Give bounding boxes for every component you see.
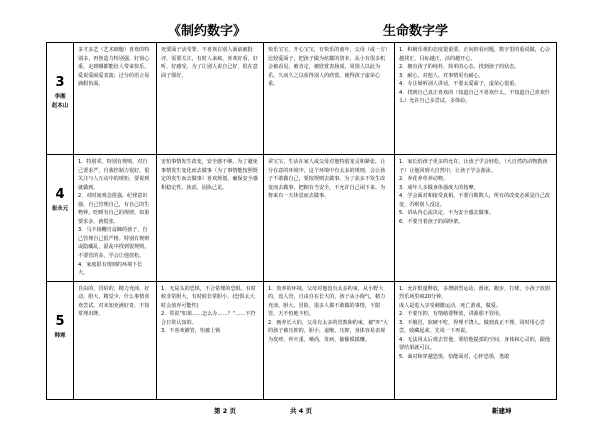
trait-cell	[74, 281, 157, 399]
cell-text: 3．耐心，对他人、对事情更有耐心。	[399, 72, 484, 79]
cell-text: 死要面子活受罪，不喜欢在别人面前被批评，需要关注，有时人来疯，喜欢好看，好听，好感受。为了让别人说自己好，很在意面子即好。	[161, 47, 258, 79]
cell-text: 2．画养长大的，父母有太多的管教和约束，被"吓"大的孩子被压抑的，胆小，退缩，压抑，身体容易表现为皮疹，骨火重，嗓尚，发病，偷偷摸摸赚。	[268, 319, 388, 343]
cell-text: 1．特别乖，特别有规则，对自己要求严，自我控制力很好，很关注与人互动中的规矩，要说到就做到。	[78, 159, 150, 191]
cell-text: 2．不要压抑，有情绪要释放，讲源那不管用。	[399, 311, 505, 318]
cell-text: 自由的，冒险的，精力充沛，好动，胆大，精觉少，什么事情喜欢尝试，对未知充满好奇，不按常理出牌。	[78, 285, 150, 318]
cell-text: 4．专注倾听别人讲话，不要太爱面子，虚荣心很重。	[399, 81, 520, 88]
cell-text: 1．允许恨量释放，多增剧烈运动，滑冰，跑步，打球，小孩子放剧烈乐场里疯20分钟。	[399, 285, 550, 301]
fear-cell	[157, 155, 264, 282]
advice-cell	[395, 155, 557, 282]
origin-cell	[264, 43, 395, 155]
row-number: 3	[55, 75, 65, 90]
advice-cell	[395, 281, 557, 399]
page-number: 第 2 页	[214, 407, 237, 415]
table-row	[47, 281, 557, 399]
number-cell	[47, 43, 74, 155]
cell-text: 5．讲从内心流决定，不为安全感去做事。	[399, 210, 494, 217]
cell-text: 1．积极乐观的态度很重要。正向的看问题，数字里的重说做，心会越找正，目标越正，活的越开心。	[399, 47, 550, 62]
origin-cell	[264, 281, 395, 399]
cell-text: 1．放养的环境，父母对他没有太多约束，从小野大的，没人管，自由自在长大的，孩子从小淘气，精力充沛，胆大，冒险，很多人都不敢做的事情，不限管，天不怕地不怕。	[268, 285, 386, 318]
trait-cell	[74, 155, 157, 282]
cell-text: 2．养花养草养动物。	[399, 176, 449, 183]
cell-text: 5．面对和穿越恐惧，恰能面对，心怀恐惧，勇敢	[399, 354, 510, 361]
row-number: 5	[55, 313, 65, 329]
person-name: 赵本山	[51, 102, 69, 109]
cell-text: 1．无尿头的恐惧，不合常理的恐惧。有时候非常胆大，有时候非常胆小。(恐惧太大时会放弃可能性)	[161, 285, 256, 309]
number-cell	[47, 281, 74, 399]
page-total: 共 4 页	[290, 407, 313, 415]
cell-text: 2．拥有孩子的纯朴，简单的心态，找到孩子的状态。	[399, 64, 520, 71]
cell-text: 3．成年人多做身体强度大的按摩。	[399, 184, 479, 191]
author-name: 靳建坤	[492, 407, 512, 415]
fear-cell	[157, 43, 264, 155]
origin-cell	[264, 155, 395, 282]
cell-text: 害怕事情发生改变，安全感不够。为了避免事情发生变化而去做事（为了事情能按照既定的发生而去做事）喜欢规划。确保安全感积稳定性。焦虑，固执己见。	[161, 159, 258, 191]
cell-text: 4．学会面对和接受真相，不要自欺欺人，所有的改变必须是自己改变，否则别人没这。	[399, 193, 550, 208]
trait-cell	[74, 43, 157, 155]
fear-cell	[157, 281, 264, 399]
cell-text: 2．对时间观念很强，纪律意识强，自己管理自己，有自己的生物钟，吃睡有自己的规律。如果要求多，就慌张。	[78, 193, 150, 225]
cell-text: 6．不要当着孩子的面吵架。	[399, 218, 464, 225]
cell-text: 乖宝宝，生活在家人或父母对他特别宠灵和紧张，让分在意的环境中，这个环境中有太多的规则，会让孩子不敢做自己，要按规则去做事。为了获多不发生改变而去做事，把拥有当安全，不允许自己闲下来。为将来有一天休息而去做事。	[268, 159, 386, 200]
cell-text: 1．家长给孩子更多的允许，让孩子学会轻松。（大自然的动物教孩子）让他回到大自然中，让孩子学会游泳。	[399, 159, 548, 174]
cell-text: 2．常说"如果……怎么办……？"……不符合日常认知的。	[161, 311, 256, 326]
cell-text: 4．无法用太后观去管他，要给他提部的空间，身体和心灵的，跟他要结果就可以。	[399, 336, 550, 352]
person-name: 韩寒	[54, 332, 66, 339]
advice-cell	[395, 43, 557, 155]
cell-text: 多才多艺（艺术细胞）喜欢的特别多，再创造力特别强，好荷心重，走到哪都能给人带来快乐。爱说爱闹爱表演；过分的语言易滴假负面。	[78, 47, 150, 88]
numerology-table	[46, 42, 557, 400]
left-column-title: 《制约数字》	[168, 24, 247, 39]
cell-text: 成人是进入享受刺激运动，死亡游戏，做爱。	[399, 302, 501, 309]
cell-text: 4．家庭很有规则的环境下长大。	[78, 261, 143, 277]
cell-text: 3．不腹冒，软硬不吃，得理不饶人。做到真正不理，同时用心尝尝，收藏起来，先说一下再说。	[399, 319, 545, 335]
number-cell	[47, 155, 74, 282]
person-name: 李湘	[54, 94, 66, 101]
cell-text: 快乐宝宝，开心宝宝，有快乐的童年，父母（或一方）比较爱面子，把孩子做为炫耀的资本，从小有很多机会被看见，被肯定，被欣赏表扬成，周围人以此为乐，久而久之以获得别人的欣赏。使得孩子虚荣心重。	[268, 47, 388, 88]
cell-text: 3．不喜欢被管，怕被上锁	[161, 328, 221, 335]
row-number: 4	[55, 187, 65, 202]
table-row	[47, 43, 557, 155]
cell-text: 4．找到自己真正喜欢的（知道自己不喜欢什么，不知道自己喜欢什么）允许自己多尝试，多体验。	[399, 89, 550, 105]
cell-text: 3．马不扬鞭自奋蹄的孩子，自己管理自己很严格。特别有规则或隐藏乱，混乱中找到很规则。不要管的多。学会让他放松。	[78, 227, 150, 260]
person-name: 崔永元	[51, 206, 69, 213]
right-column-title: 生命数字学	[383, 24, 449, 39]
table-row	[47, 155, 557, 282]
